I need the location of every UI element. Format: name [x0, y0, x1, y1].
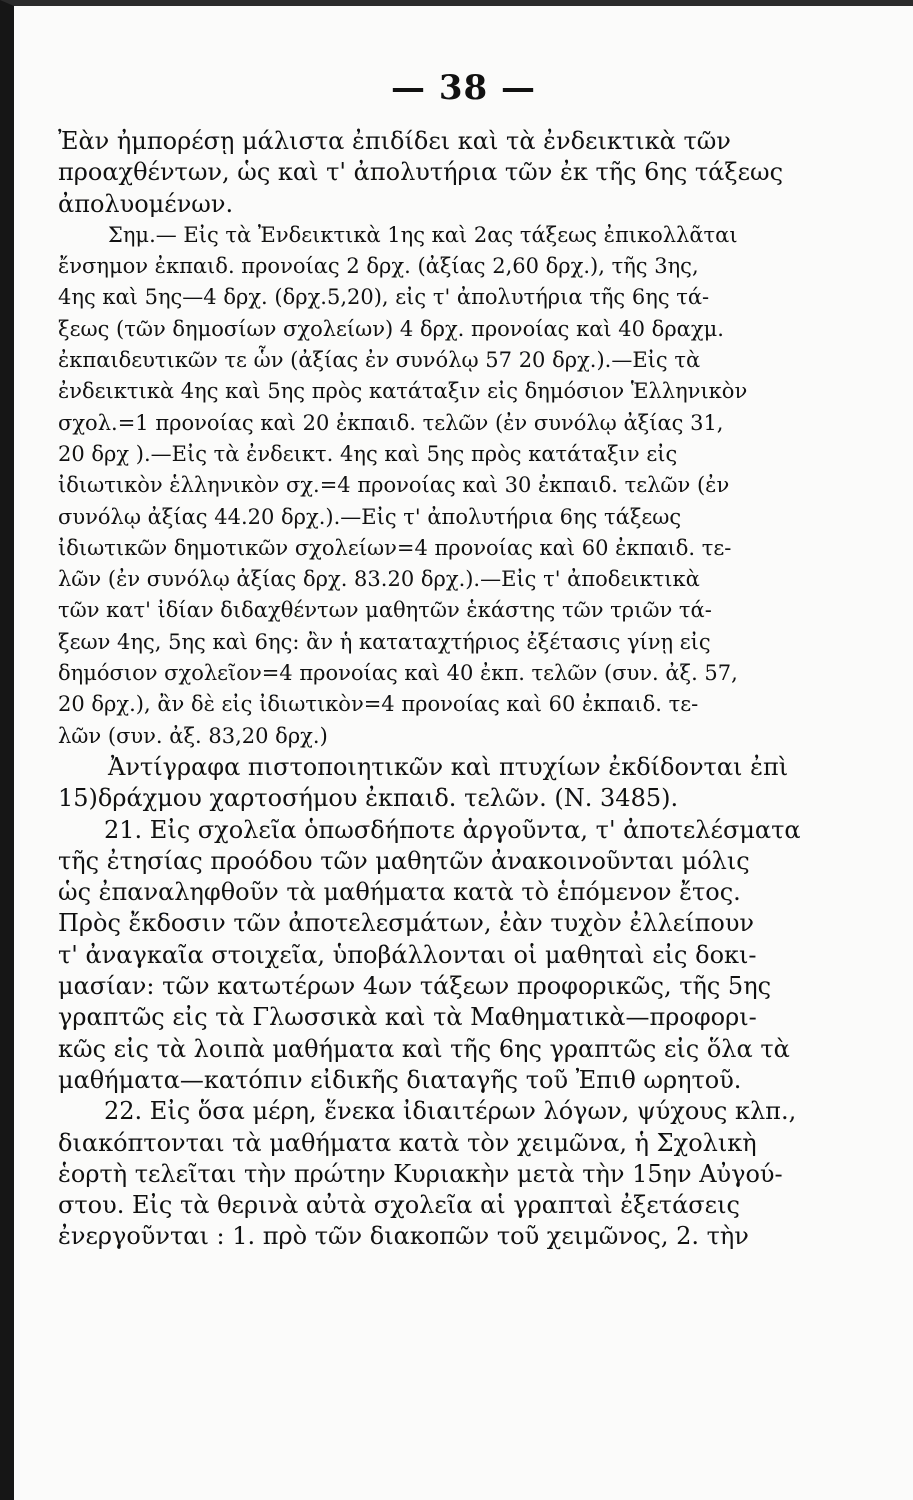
text-line: μασίαν: τῶν κατωτέρων 4ων τάξεων προφορικῶς, τῆς 5ης	[58, 972, 772, 1001]
paragraph-intro	[58, 126, 848, 220]
paragraph-art21	[58, 815, 848, 1097]
text-line: ὡς ἐπαναληφθοῦν τὰ μαθήματα κατὰ τὸ ἑπόμενον ἔτος.	[58, 878, 741, 907]
paragraph-copies	[58, 752, 848, 815]
text-line: λῶν (συν. ἀξ. 83,20 δρχ.)	[58, 723, 328, 748]
text-line: ἰδιωτικὸν ἑλληνικὸν σχ.=4 προνοίας καὶ 30 ἐκπαιδ. τελῶν (ἐν	[58, 473, 730, 498]
text-line: ἰδιωτικῶν δημοτικῶν σχολείων=4 προνοίας καὶ 60 ἐκπαιδ. τε-	[58, 535, 732, 560]
text-line: ἀπολυομένων.	[58, 189, 234, 218]
text-line: 20 δρχ.), ἂν δὲ εἰς ἰδιωτικὸν=4 προνοίας καὶ 60 ἐκπαιδ. τε-	[58, 692, 699, 717]
text-line: συνόλῳ ἀξίας 44.20 δρχ.).—Εἰς τ' ἀπολυτήρια 6ης τάξεως	[58, 504, 682, 529]
text-line: Ἐὰν ἠμπορέσῃ μάλιστα ἐπιδίδει καὶ τὰ ἐνδεικτικὰ τῶν	[58, 127, 731, 155]
text-line: ἐκπαιδευτικῶν τε ὧν (ἀξίας ἐν συνόλῳ 57 20 δρχ.).—Εἰς τὰ	[58, 348, 701, 373]
text-line: δημόσιον σχολεῖον=4 προνοίας καὶ 40 ἐκπ. τελῶν (συν. ἀξ. 57,	[58, 661, 738, 686]
text-line: 4ης καὶ 5ης—4 δρχ. (δρχ.5,20), εἰς τ' ἀπολυτήρια τῆς 6ης τά-	[58, 285, 710, 310]
text-line: ἐνεργοῦνται : 1. πρὸ τῶν διακοπῶν τοῦ χειμῶνος, 2. τὴν	[58, 1222, 749, 1251]
text-line: ξεως (τῶν δημοσίων σχολείων) 4 δρχ. προνοίας καὶ 40 δραχμ.	[58, 316, 724, 341]
text-line: προαχθέντων, ὡς καὶ τ' ἀπολυτήρια τῶν ἐκ τῆς 6ης τάξεως	[58, 158, 784, 187]
text-line: 15)δράχμου χαρτοσήμου ἐκπαιδ. τελῶν. (Ν. 3485).	[58, 784, 679, 813]
text-line: κῶς εἰς τὰ λοιπὰ μαθήματα καὶ τῆς 6ης γραπτῶς εἰς ὅλα τὰ	[58, 1034, 790, 1063]
paragraph-note	[58, 220, 848, 752]
text-line: γραπτῶς εἰς τὰ Γλωσσικὰ καὶ τὰ Μαθηματικὰ—προφορι-	[58, 1003, 757, 1032]
text-line: στου. Εἰς τὰ θερινὰ αὐτὰ σχολεῖα αἱ γραπταὶ ἐξετάσεις	[58, 1191, 740, 1220]
text-line: Πρὸς ἔκδοσιν τῶν ἀποτελεσμάτων, ἐὰν τυχὸν ἐλλείπουν	[58, 909, 755, 938]
text-line: τῆς ἐτησίας προόδου τῶν μαθητῶν ἀνακοινοῦνται μόλις	[58, 846, 750, 875]
page-number: — 38 —	[391, 68, 536, 108]
text-line: διακόπτονται τὰ μαθήματα κατὰ τὸν χειμῶνα, ἡ Σχολικὴ	[58, 1128, 757, 1157]
document-body	[58, 126, 848, 1253]
text-line: λῶν (ἐν συνόλῳ ἀξίας δρχ. 83.20 δρχ.).—Εἰς τ' ἀποδεικτικὰ	[58, 567, 700, 592]
text-line: 21. Εἰς σχολεῖα ὁπωσδήποτε ἀργοῦντα, τ' ἀποτελέσματα	[104, 815, 801, 844]
text-line: τῶν κατ' ἰδίαν διδαχθέντων μαθητῶν ἑκάστης τῶν τριῶν τά-	[58, 598, 712, 623]
text-line: ἐνδεικτικὰ 4ης καὶ 5ης πρὸς κατάταξιν εἰς δημόσιον Ἑλληνικὸν	[58, 379, 748, 404]
text-line: μαθήματα—κατόπιν εἰδικῆς διαταγῆς τοῦ Ἐπιθ ωρητοῦ.	[58, 1065, 742, 1094]
text-line: 22. Εἰς ὅσα μέρη, ἕνεκα ἰδιαιτέρων λόγων, ψύχους κλπ.,	[104, 1097, 797, 1126]
text-line: τ' ἀναγκαῖα στοιχεῖα, ὑποβάλλονται οἱ μαθηταὶ εἰς δοκι-	[58, 940, 757, 969]
text-line: σχολ.=1 προνοίας καὶ 20 ἐκπαιδ. τελῶν (ἐν συνόλῳ ἀξίας 31,	[58, 410, 724, 435]
text-line: ἔνσημον ἐκπαιδ. προνοίας 2 δρχ. (ἀξίας 2,60 δρχ.), τῆς 3ης,	[58, 254, 699, 279]
text-line: 20 δρχ ).—Εἰς τὰ ἐνδεικτ. 4ης καὶ 5ης πρὸς κατάταξιν εἰς	[58, 441, 678, 466]
text-line: Σημ.— Εἰς τὰ Ἐνδεικτικὰ 1ης καὶ 2ας τάξεως ἐπικολλᾶται	[108, 222, 738, 247]
text-line: Ἀντίγραφα πιστοποιητικῶν καὶ πτυχίων ἐκδίδονται ἐπὶ	[108, 752, 789, 781]
text-line: ξεων 4ης, 5ης καὶ 6ης: ἂν ἡ καταταχτήριος ἐξέτασις γίνῃ εἰς	[58, 629, 711, 654]
paragraph-art22	[58, 1096, 848, 1252]
text-line: ἑορτὴ τελεῖται τὴν πρώτην Κυριακὴν μετὰ τὴν 15ην Αὐγού-	[58, 1159, 783, 1188]
